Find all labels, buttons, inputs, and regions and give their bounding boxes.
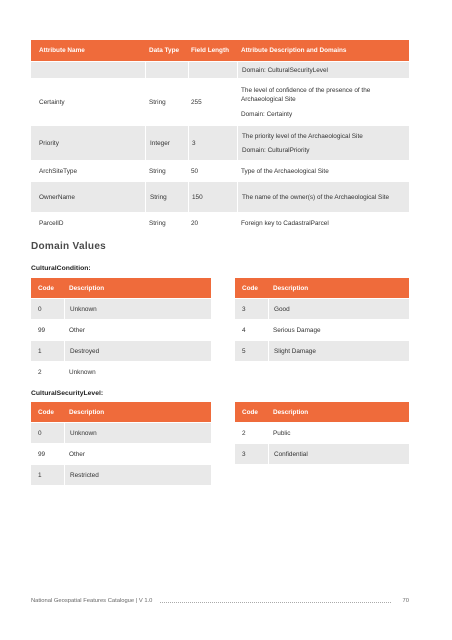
header-description: Description bbox=[69, 284, 105, 292]
cultural-security-table-left bbox=[31, 402, 211, 486]
cultural-condition-table-right bbox=[235, 278, 409, 362]
table-row bbox=[31, 444, 211, 465]
header-code: Code bbox=[242, 284, 258, 292]
attribute-table bbox=[31, 40, 409, 234]
cell-code: 99 bbox=[38, 450, 46, 458]
cell-code: 0 bbox=[38, 429, 42, 437]
page-number: 70 bbox=[402, 598, 409, 604]
cultural-condition-title: CulturalCondition: bbox=[31, 265, 91, 272]
table-row bbox=[31, 465, 211, 486]
cell-desc bbox=[237, 126, 409, 160]
desc-domain: Domain: Certainty bbox=[241, 110, 293, 118]
cell-desc: Domain: CulturalSecurityLevel bbox=[237, 62, 409, 78]
cell-code: 2 bbox=[38, 368, 42, 376]
table-row bbox=[235, 341, 409, 362]
header-code: Code bbox=[38, 284, 54, 292]
cell-description: Unknown bbox=[64, 423, 97, 443]
table-row bbox=[31, 126, 409, 161]
cell-type: Integer bbox=[145, 126, 188, 160]
cell-type bbox=[145, 62, 188, 78]
domain-values-heading: Domain Values bbox=[31, 241, 107, 252]
cell-type: String bbox=[149, 98, 166, 106]
cell-code: 2 bbox=[242, 429, 246, 437]
header-field-length: Field Length bbox=[191, 47, 229, 54]
table-row bbox=[235, 320, 409, 341]
desc-domain: Domain: CulturalPriority bbox=[242, 146, 310, 154]
cultural-security-table-right bbox=[235, 402, 409, 465]
table-header bbox=[235, 402, 409, 423]
cultural-security-title: CulturalSecurityLevel: bbox=[31, 390, 104, 397]
cell-code: 3 bbox=[242, 450, 246, 458]
header-description: Description bbox=[273, 408, 309, 416]
cell-desc: Type of the Archaeological Site bbox=[241, 167, 329, 175]
cell-name: ParcelID bbox=[39, 219, 64, 227]
header-description: Attribute Description and Domains bbox=[241, 47, 347, 54]
cell-description: Restricted bbox=[64, 465, 99, 485]
cell-name: Priority bbox=[39, 139, 59, 147]
table-row bbox=[31, 320, 211, 341]
cell-description: Public bbox=[273, 429, 291, 437]
header-description: Description bbox=[69, 408, 105, 416]
cell-description: Destroyed bbox=[64, 341, 99, 361]
cell-length bbox=[188, 62, 237, 78]
table-row bbox=[235, 444, 409, 465]
cell-name: OwnerName bbox=[39, 193, 75, 201]
cell-type: String bbox=[149, 219, 166, 227]
cell-name: Certainty bbox=[39, 98, 65, 106]
cell-description: Unknown bbox=[64, 299, 97, 319]
cell-desc bbox=[237, 86, 409, 119]
cell-length: 255 bbox=[191, 98, 202, 106]
cell-code: 5 bbox=[242, 347, 246, 355]
cultural-condition-table-left bbox=[31, 278, 211, 383]
cell-code: 99 bbox=[38, 326, 46, 334]
header-data-type: Data Type bbox=[149, 47, 180, 54]
cell-length: 3 bbox=[188, 126, 237, 160]
cell-code: 0 bbox=[38, 305, 42, 313]
table-row bbox=[31, 161, 409, 182]
cell-desc: Foreign key to CadastralParcel bbox=[241, 219, 329, 227]
table-header bbox=[31, 402, 211, 423]
cell-description: Unknown bbox=[69, 368, 96, 376]
table-row bbox=[31, 79, 409, 126]
cell-description: Slight Damage bbox=[268, 341, 316, 361]
table-row bbox=[31, 62, 409, 79]
footer-dotted-leader bbox=[160, 599, 390, 603]
cell-description: Other bbox=[69, 326, 85, 334]
cell-length: 150 bbox=[188, 182, 237, 212]
table-row bbox=[31, 213, 409, 234]
cell-type: String bbox=[149, 167, 166, 175]
table-row bbox=[31, 423, 211, 444]
cell-code: 1 bbox=[38, 471, 42, 479]
table-header bbox=[31, 278, 211, 299]
header-description: Description bbox=[273, 284, 309, 292]
cell-desc: The name of the owner(s) of the Archaeological Site bbox=[237, 182, 409, 212]
table-row bbox=[31, 341, 211, 362]
page-footer bbox=[31, 598, 409, 604]
table-row bbox=[235, 423, 409, 444]
table-row bbox=[31, 362, 211, 383]
cell-code: 4 bbox=[242, 326, 246, 334]
cell-length: 20 bbox=[191, 219, 199, 227]
footer-text: National Geospatial Features Catalogue | V 1.0 bbox=[31, 598, 153, 604]
desc-line: The priority level of the Archaeological Site bbox=[242, 132, 363, 140]
header-code: Code bbox=[38, 408, 54, 416]
cell-type: String bbox=[145, 182, 188, 212]
cell-length: 50 bbox=[191, 167, 199, 175]
table-header bbox=[235, 278, 409, 299]
cell-description: Confidential bbox=[268, 444, 308, 464]
cell-description: Other bbox=[69, 450, 85, 458]
cell-description: Serious Damage bbox=[273, 326, 321, 334]
cell-code: 3 bbox=[242, 305, 246, 313]
header-code: Code bbox=[242, 408, 258, 416]
table-row bbox=[235, 299, 409, 320]
cell-code: 1 bbox=[38, 347, 42, 355]
table-row bbox=[31, 182, 409, 213]
cell-description: Good bbox=[268, 299, 290, 319]
header-attribute-name: Attribute Name bbox=[39, 47, 85, 54]
table-row bbox=[31, 299, 211, 320]
desc-line: The level of confidence of the presence of the Archaeological Site bbox=[241, 86, 371, 103]
attribute-table-header bbox=[31, 40, 409, 62]
cell-name: ArchSiteType bbox=[39, 167, 78, 175]
